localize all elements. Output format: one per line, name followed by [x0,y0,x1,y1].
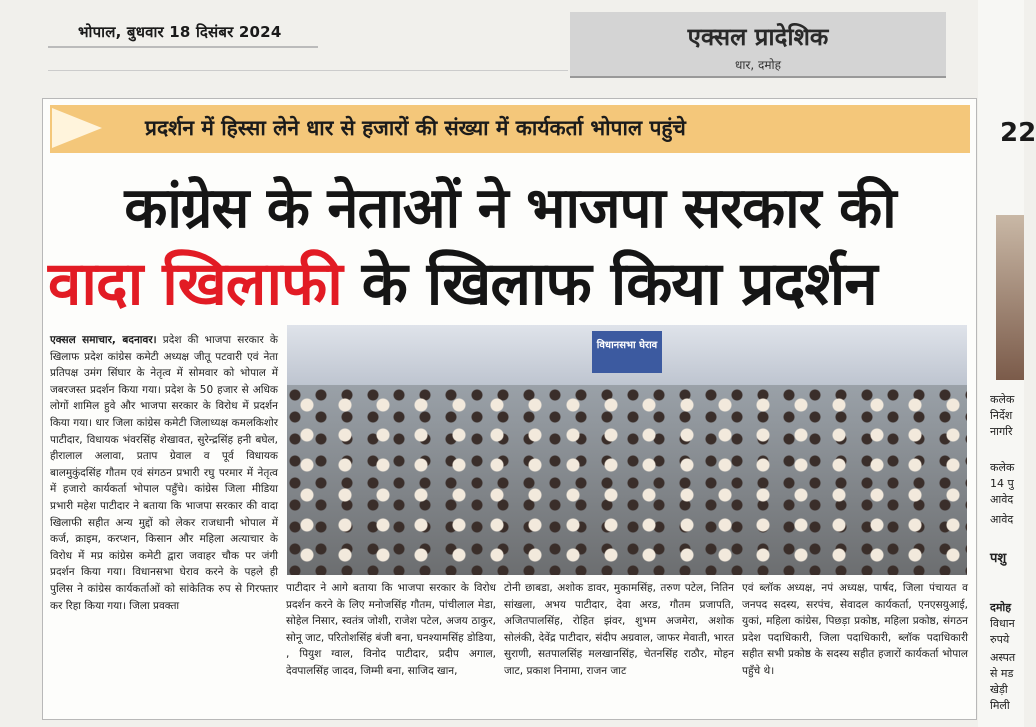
adjacent-line: आवेद [990,513,1014,526]
section-subtitle: धार, दमोह [734,58,782,72]
adjacent-line: आवेद [990,493,1014,506]
adjacent-line: से मड [990,667,1014,680]
adjacent-line: अस्पत [990,651,1016,664]
adjacent-page-number: 22 [1000,118,1036,148]
adjacent-line: कलेक [990,393,1015,406]
dateline: भोपाल, बुधवार 18 दिसंबर 2024 [78,23,282,41]
section-title: एक्सल प्रादेशिक [687,23,829,51]
headline-line-2 [48,240,973,322]
adjacent-line: मिली [990,699,1010,712]
adjacent-line: निर्देश [990,409,1013,422]
adjacent-line: खेड़ी [990,683,1008,696]
headline-black-text: के खिलाफ किया प्रदर्शन [341,249,877,319]
kicker-arrow-icon [52,108,102,148]
headline-red-text: वादा खिलाफी [48,249,342,319]
adjacent-line: दमोह [990,601,1012,614]
photo-crowd [287,385,967,575]
adjacent-page-photo [996,215,1024,380]
article-column-1 [50,332,278,614]
adjacent-line: पशु [990,551,1007,566]
photo-banner: विधानसभा घेराव [592,331,662,373]
top-rule-2 [48,70,568,71]
top-rule [48,46,318,48]
kicker-text: प्रदर्शन में हिस्सा लेने धार से हजारों की संख्या में कार्यकर्ता भोपाल पहुंचे [145,116,686,140]
byline: एक्सल समाचार, बदनावर। [50,334,157,346]
adjacent-line: कलेक [990,461,1015,474]
adjacent-line: रुपये [990,633,1010,646]
article-column-3: टोनी छाबडा, अशोक डावर, मुकामसिंह, तरुण पटेल, नितिन सांखला, अभय पाटीदार, देवा अरड, गौतम प्रजापति, अजितपालसिंह, रोहित झंवर, शुभम अजमेरा, अशोक सोलंकी, देवेंद्र पाटीदार, संदीप अग्रवाल, जाफर मेवाती, भारत सुराणी, सतपालसिंह मलखानसिंह, चेतनसिंह राठौर, मोहन जाट, प्रकाश निनामा, राजन जाट [504,582,734,677]
adjacent-line: 14 पु [990,477,1014,490]
news-photo [287,325,967,575]
article-column-4: एवं ब्लॉक अध्यक्ष, नपं अध्यक्ष, पार्षद, जिला पंचायत व जनपद सदस्य, सरपंच, सेवादल कार्यकर्ता, एनएसयुआई, युकां, महिला कांग्रेस, पिछड़ा प्रकोष्ठ, महिला प्रकोष्ठ, संगठन प्रदेश पदाधिकारी, जिला पदाधिकारी, ब्लॉक पदाधिकारी सहीत सभी प्रकोष्ठ के सदस्य सहीत हजारों कार्यकर्ता भोपाल पहुँचे थे। [742,582,968,677]
adjacent-line: नागरि [990,425,1013,438]
article-column-2: पाटीदार ने आगे बताया कि भाजपा सरकार के विरोध प्रदर्शन करने के लिए मनोजसिंह गौतम, पांचीलाल मेडा, सोहेल निसार, स्वतंत्र जोशी, राजेश पटेल, अजय ठाकुर, सोनू जाट, परितोशसिंह बंजी बना, घनश्यामसिंह डोडिया, , पियुश ग्वाल, विनोद पाटीदार, प्रदीप अगाल, देवपालसिंह जादव, जिम्मी बना, साजिद खान, [286,582,496,677]
adjacent-line: विधान [990,617,1015,630]
headline-line-1: कांग्रेस के नेताओं ने भाजपा सरकार की [124,176,896,241]
section-header [570,12,946,78]
column-1-text: प्रदेश की भाजपा सरकार के खिलाफ प्रदेश कांग्रेस कमेटी अध्यक्ष जीतू पटवारी एवं नेता प्रतिपक्ष उमंग सिंघार के नेतृत्व में सोमवार को भोपाल में जबरजस्त प्रदर्शन किया गया। प्रदेश के 50 हजार से अधिक लोगों शामिल हुवे और भाजपा सरकार के विरोध में प्रदर्शन किया गया। धार जिला कांग्रेस कमेटी जिलाध्यक्ष कमलकिशोर पाटीदार, विधायक भंवरसिंह शेखावत, सुरेन्द्रसिंह हनी बघेल, हीरालाल अलावा, प्रताप ग्रेवाल व पूर्व विधायक बालमुकुंदसिंह गौतम एवं संगठन प्रभारी रघु परमार में नेतृत्व में हजारो कार्यकर्ता भोपाल पहुँचे। कांग्रेस जिला मीडिया प्रभारी महेश पाटीदार ने बताया कि भाजपा सरकार की वादा खिलाफी सहीत अन्य मुद्दों को लेकर राजधानी भोपाल में कर्ज, क्राइम, करप्शन, किसान और महिला अत्याचार के विरोध में मप्र कांग्रेस कमेटी द्वारा जवाहर चौक पर जंगी प्रदर्शन किया गया। विधानसभा घेराव करने के पहले ही पुलिस ने कांग्रेस कार्यकर्ताओं को सांकेतिक रुप से गिरफ्तार कर रिहा किया गया। जिला प्रवक्ता [50,334,278,612]
